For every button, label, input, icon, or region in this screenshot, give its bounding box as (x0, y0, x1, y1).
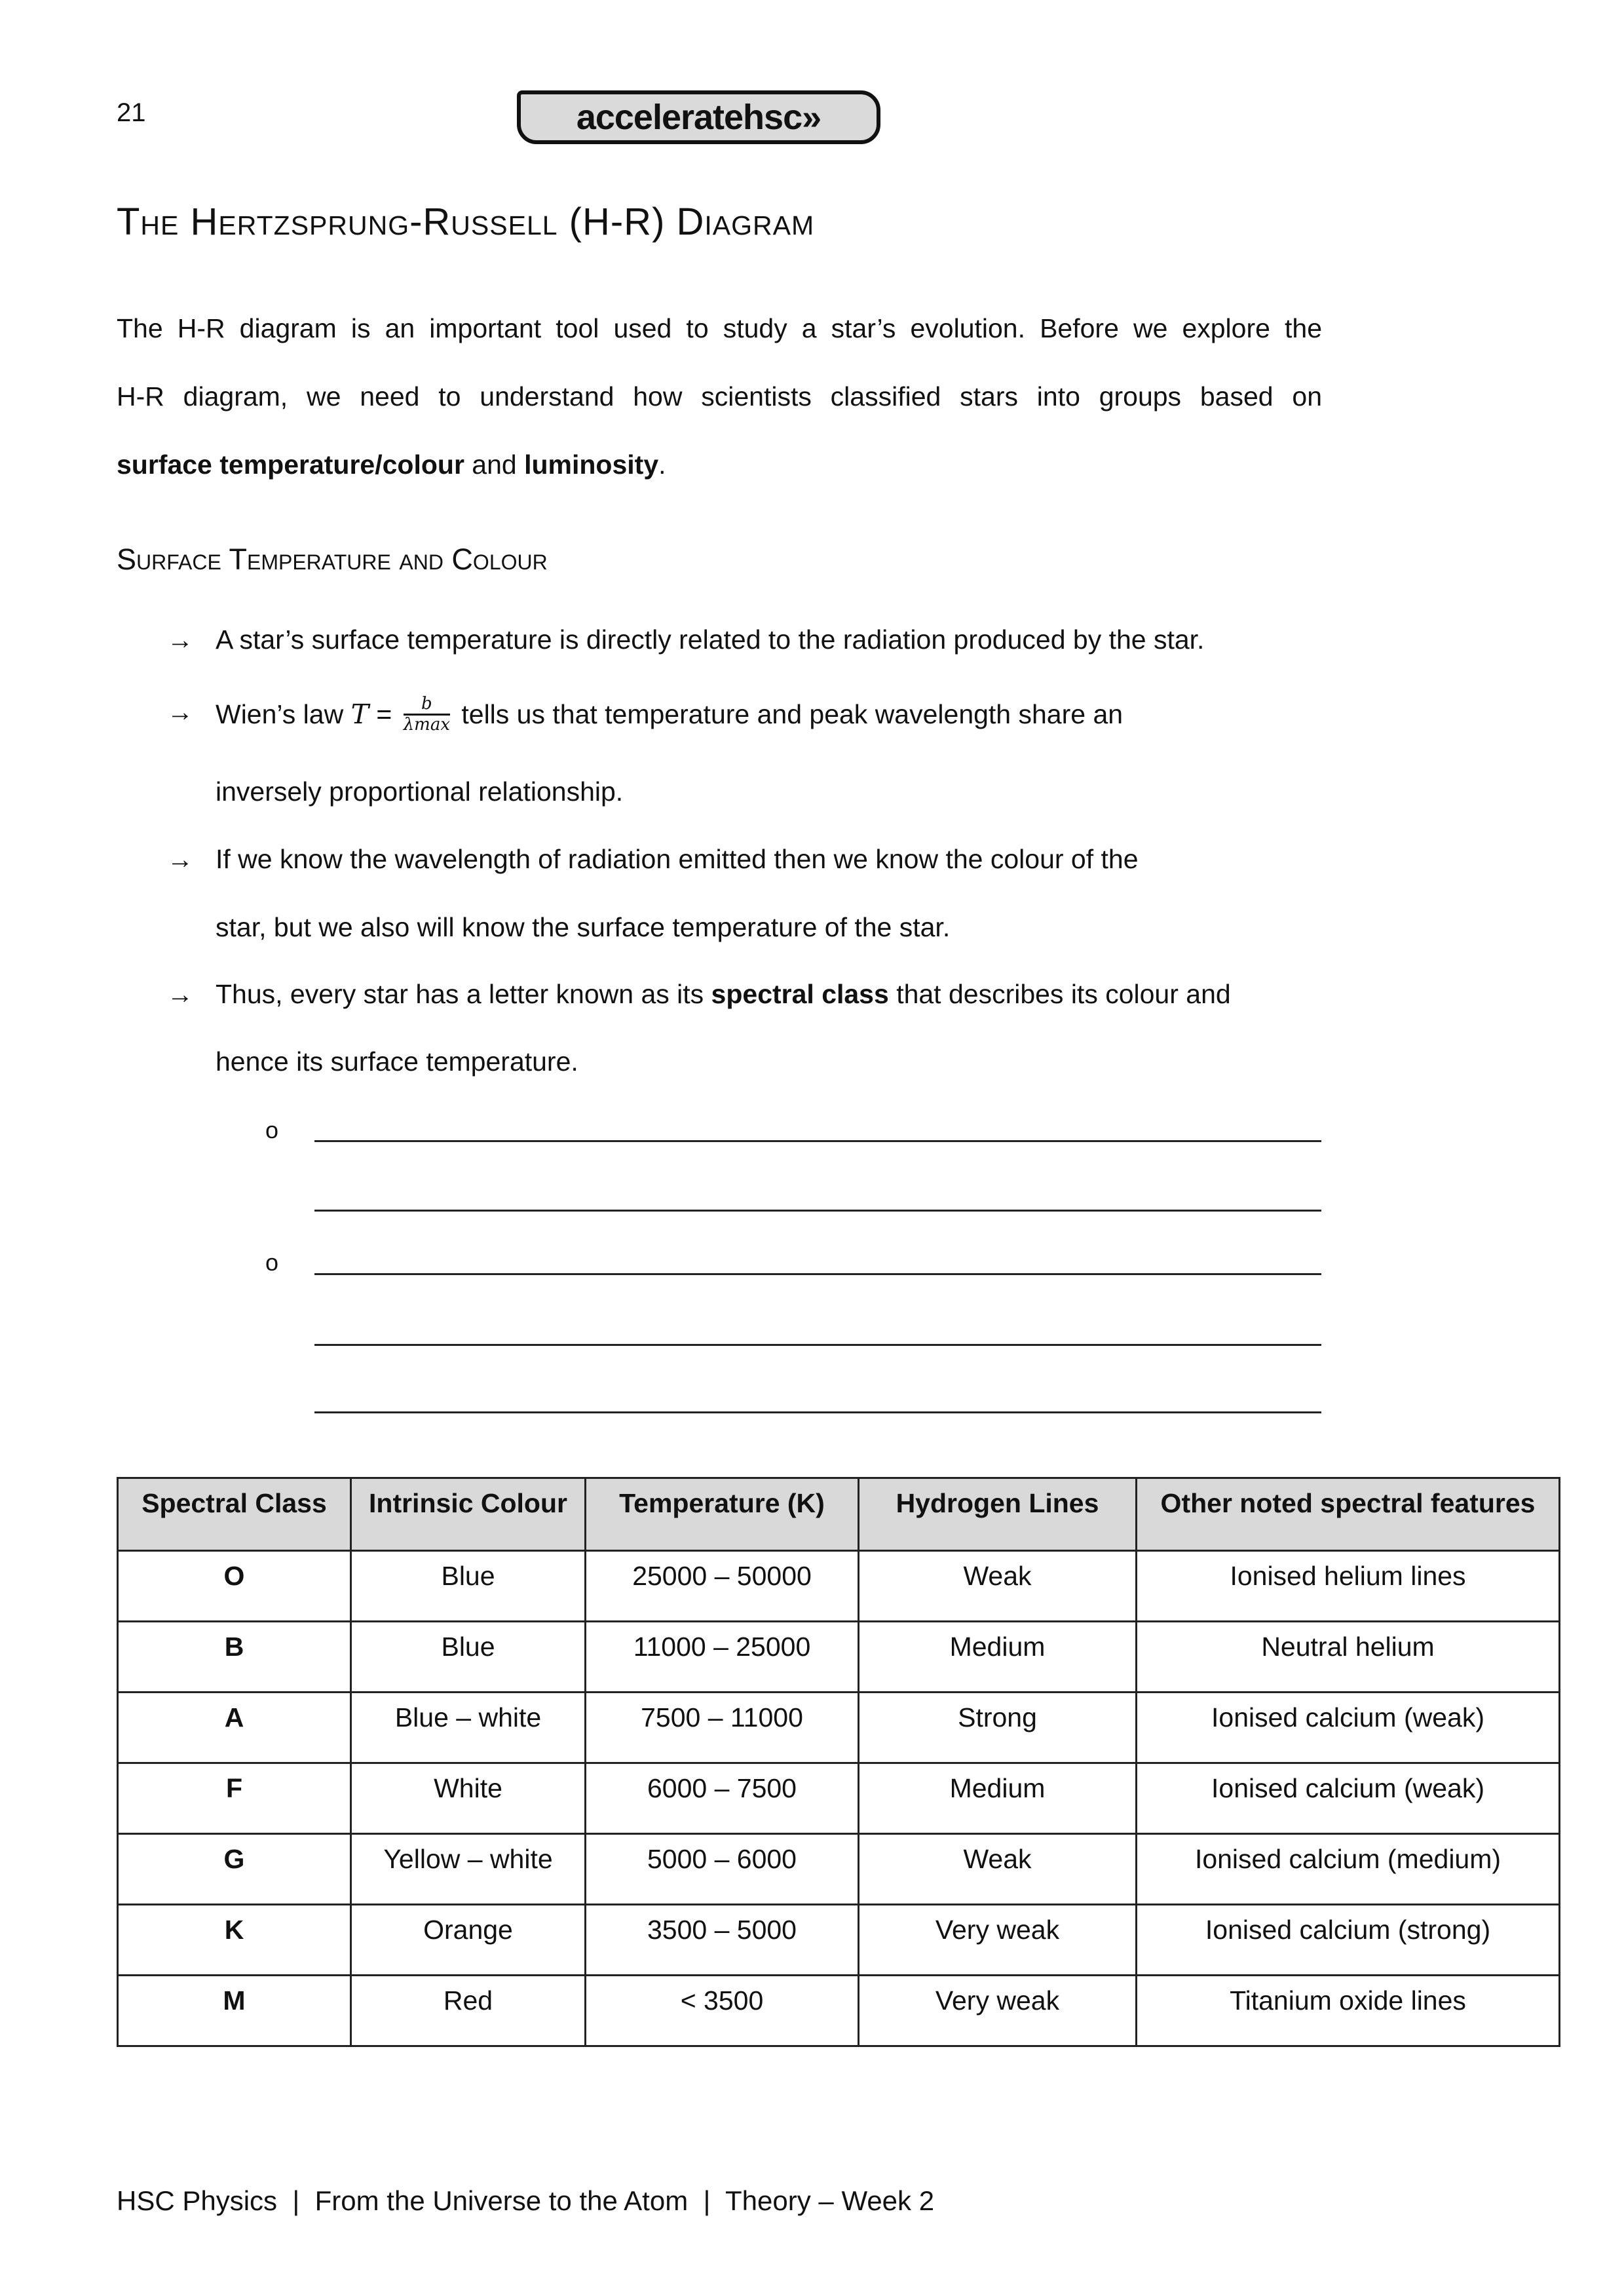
arrow-bullet-icon: → (167, 980, 193, 1009)
table-cell: 7500 – 11000 (586, 1693, 859, 1763)
bullet-4-cont: hence its surface temperature. (216, 1046, 578, 1077)
math-T: T (350, 698, 369, 730)
section-heading: Surface Temperature and Colour (117, 543, 548, 576)
table-cell: 5000 – 6000 (586, 1834, 859, 1905)
table-cell: A (118, 1693, 351, 1763)
table-cell: 6000 – 7500 (586, 1763, 859, 1834)
table-cell: B (118, 1622, 351, 1693)
table-cell: Blue (351, 1622, 586, 1693)
bullet-3: If we know the wavelength of radiation emitted then we know the colour of the (216, 844, 1139, 874)
table-cell: 11000 – 25000 (586, 1622, 859, 1693)
bold-term: surface temperature/colour (117, 450, 464, 480)
circle-bullet-icon: o (265, 1249, 279, 1276)
table-row (118, 1622, 1560, 1693)
table-cell: Ionised calcium (weak) (1137, 1763, 1560, 1834)
table-cell: Neutral helium (1137, 1622, 1560, 1693)
answer-line[interactable] (314, 1140, 1321, 1142)
table-row (118, 1976, 1560, 2046)
column-header: Spectral Class (118, 1478, 351, 1551)
table-cell: Orange (351, 1905, 586, 1976)
table-cell: Blue – white (351, 1693, 586, 1763)
table-row (118, 1905, 1560, 1976)
column-header: Other noted spectral features (1137, 1478, 1560, 1551)
logo (517, 90, 880, 144)
table-cell: Very weak (859, 1976, 1137, 2046)
page-title: The Hertzsprung-Russell (H-R) Diagram (117, 201, 815, 243)
text: and (464, 450, 525, 480)
bullet-3-cont: star, but we also will know the surface temperature of the star. (216, 912, 951, 942)
intro-line-1: The H-R diagram is an important tool used to study a star’s evolution. Before we explore the (117, 313, 1322, 343)
table-cell: Very weak (859, 1905, 1137, 1976)
table-cell: G (118, 1834, 351, 1905)
text: that describes its colour and (888, 979, 1231, 1009)
table-row (118, 1551, 1560, 1622)
answer-line[interactable] (314, 1411, 1321, 1413)
intro-line-3 (117, 450, 1322, 480)
table-cell: Ionised calcium (weak) (1137, 1693, 1560, 1763)
column-header: Hydrogen Lines (859, 1478, 1137, 1551)
arrow-bullet-icon: → (167, 698, 193, 727)
table-cell: Yellow – white (351, 1834, 586, 1905)
table-cell: 3500 – 5000 (586, 1905, 859, 1976)
table-header-row (118, 1478, 1560, 1551)
wien-fraction (404, 695, 450, 734)
table-cell: 25000 – 50000 (586, 1551, 859, 1622)
answer-line[interactable] (314, 1210, 1321, 1212)
denominator: λmax (403, 714, 450, 735)
table-cell: Strong (859, 1693, 1137, 1763)
footer: HSC Physics | From the Universe to the Atom | Theory – Week 2 (117, 2185, 935, 2216)
circle-bullet-icon: o (265, 1117, 279, 1143)
numerator: b (404, 695, 450, 716)
bold-term: spectral class (711, 979, 889, 1009)
text: = (368, 698, 400, 729)
table-cell: Medium (859, 1763, 1137, 1834)
bold-term: luminosity (524, 450, 659, 480)
table-cell: White (351, 1763, 586, 1834)
logo-text: acceleratehsc (576, 98, 803, 137)
bullet-2 (216, 681, 1123, 747)
table-cell: Ionised helium lines (1137, 1551, 1560, 1622)
table-cell: K (118, 1905, 351, 1976)
table-cell: < 3500 (586, 1976, 859, 2046)
table-cell: Blue (351, 1551, 586, 1622)
table-cell: Ionised calcium (strong) (1137, 1905, 1560, 1976)
bullet-2-cont: inversely proportional relationship. (216, 776, 624, 807)
bullet-4 (216, 979, 1231, 1010)
text: tells us that temperature and peak wavelength share an (453, 698, 1124, 729)
intro-line-2: H-R diagram, we need to understand how scientists classified stars into groups based on (117, 381, 1322, 411)
table-cell: F (118, 1763, 351, 1834)
answer-line[interactable] (314, 1344, 1321, 1346)
table-cell: Weak (859, 1834, 1137, 1905)
table-cell: M (118, 1976, 351, 2046)
table-cell: Weak (859, 1551, 1137, 1622)
table-cell: Red (351, 1976, 586, 2046)
table-row (118, 1693, 1560, 1763)
table-row (118, 1763, 1560, 1834)
arrow-bullet-icon: → (167, 845, 193, 874)
table-cell: Ionised calcium (medium) (1137, 1834, 1560, 1905)
column-header: Intrinsic Colour (351, 1478, 586, 1551)
text: Wien’s law (216, 698, 351, 729)
table-cell: Medium (859, 1622, 1137, 1693)
table-cell: O (118, 1551, 351, 1622)
text: . (658, 450, 666, 480)
text: Thus, every star has a letter known as its (216, 979, 711, 1009)
page-number: 21 (117, 98, 146, 127)
bullet-1: A star’s surface temperature is directly related to the radiation produced by the star. (216, 624, 1205, 655)
double-chevron-icon: » (802, 98, 821, 137)
answer-line[interactable] (314, 1273, 1321, 1275)
table-cell: Titanium oxide lines (1137, 1976, 1560, 2046)
column-header: Temperature (K) (586, 1478, 859, 1551)
spectral-class-table (117, 1477, 1560, 2047)
table-row (118, 1834, 1560, 1905)
arrow-bullet-icon: → (167, 626, 193, 655)
